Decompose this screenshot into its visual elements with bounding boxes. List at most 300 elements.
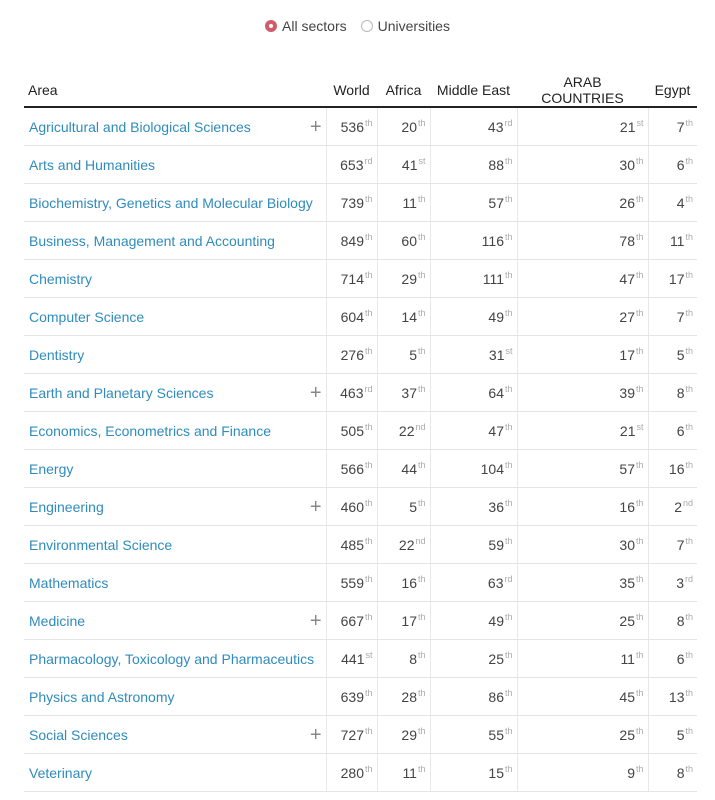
rank-value: 26 [619,194,635,211]
rank-value: 5 [409,498,417,515]
rank-cell-africa [377,146,430,184]
universities-radio[interactable] [361,18,450,34]
area-cell [24,260,326,298]
rank-cell-arab-countries [517,716,648,754]
rank-cell-arab-countries [517,678,648,716]
rank-value: 49 [488,308,504,325]
rank-value: 6 [676,156,685,173]
rank-suffix: th [364,460,373,471]
table-row [24,298,697,336]
rank-suffix: th [364,232,373,243]
rank-suffix: th [504,688,513,699]
radio-checked-icon [265,20,277,32]
rank-value: 653 [340,156,364,173]
rank-cell-world [326,184,377,222]
rank-cell-egypt [648,564,697,602]
expand-plus-icon[interactable]: + [309,381,322,404]
area-cell [24,222,326,260]
rank-cell-world [326,412,377,450]
table-row [24,222,697,260]
rank-cell-world [326,450,377,488]
rank-value: 5 [676,346,685,363]
rank-suffix: th [685,194,693,205]
rank-suffix: rd [364,156,373,167]
rank-value: 27 [619,308,635,325]
rank-value: 280 [340,764,364,781]
rank-suffix: th [635,688,644,699]
rank-suffix: th [417,726,426,737]
rank-suffix: th [635,346,644,357]
rank-cell-egypt [648,640,697,678]
area-link[interactable]: Computer Science [29,308,145,325]
rank-cell-egypt [648,107,697,146]
area-cell [24,298,326,336]
rank-suffix: th [685,270,693,281]
rank-cell-middle-east [430,184,517,222]
rank-suffix: th [417,346,426,357]
table-row [24,184,697,222]
rank-suffix: th [635,384,644,395]
rank-cell-world [326,640,377,678]
rank-cell-world [326,222,377,260]
rank-suffix: th [635,308,644,319]
area-link[interactable]: Medicine [29,612,86,629]
rank-value: 6 [676,650,685,667]
area-link[interactable]: Agricultural and Biological Sciences [29,118,251,135]
area-link[interactable]: Biochemistry, Genetics and Molecular Biology [29,194,313,211]
table-row [24,640,697,678]
rank-cell-middle-east [430,146,517,184]
rank-suffix: th [685,118,693,129]
rank-suffix: th [417,498,426,509]
rank-suffix: th [685,726,693,737]
rank-value: 536 [340,118,364,135]
rank-value: 22 [398,536,415,553]
rank-cell-middle-east [430,107,517,146]
rank-suffix: st [365,650,373,661]
rank-cell-world [326,107,377,146]
rank-cell-middle-east [430,754,517,792]
rank-cell-africa [377,260,430,298]
rank-cell-africa [377,336,430,374]
rank-cell-egypt [648,298,697,336]
rank-value: 5 [409,346,417,363]
rank-cell-africa [377,374,430,412]
area-link[interactable]: Dentistry [29,346,85,363]
area-cell [24,526,326,564]
header-arab-countries: ARAB COUNTRIES [517,74,648,107]
rank-suffix: th [685,422,693,433]
rank-value: 29 [401,270,417,287]
area-link[interactable]: Business, Management and Accounting [29,232,275,249]
rank-suffix: th [504,650,513,661]
rank-value: 505 [340,422,364,439]
rank-suffix: th [417,308,426,319]
rank-cell-middle-east [430,640,517,678]
rank-suffix: th [504,308,513,319]
rank-suffix: th [417,764,426,775]
rank-cell-egypt [648,146,697,184]
rank-suffix: th [364,726,373,737]
rank-cell-africa [377,716,430,754]
rank-value: 441 [341,650,365,667]
rank-value: 9 [627,764,635,781]
area-cell [24,450,326,488]
rank-value: 30 [619,156,635,173]
rank-cell-egypt [648,336,697,374]
rank-cell-egypt [648,374,697,412]
rank-suffix: th [364,308,373,319]
table-row [24,678,697,716]
rank-cell-africa [377,564,430,602]
area-cell [24,374,326,412]
rank-value: 460 [340,498,364,515]
rank-suffix: th [364,194,373,205]
rank-cell-arab-countries [517,298,648,336]
area-link[interactable]: Engineering [29,498,104,515]
rank-cell-arab-countries [517,450,648,488]
header-area: Area [24,74,326,107]
rank-value: 37 [401,384,417,401]
area-cell [24,336,326,374]
rank-cell-egypt [648,488,697,526]
table-header-row [24,74,697,107]
area-cell [24,602,326,640]
rank-value: 31 [488,346,505,363]
rank-cell-middle-east [430,716,517,754]
rank-value: 485 [340,536,364,553]
rank-cell-arab-countries [517,488,648,526]
rank-value: 2 [674,498,682,515]
rank-suffix: th [685,688,693,699]
rank-suffix: th [417,232,426,243]
rank-value: 41 [401,156,418,173]
rank-value: 17 [619,346,635,363]
rank-cell-world [326,564,377,602]
rank-value: 28 [401,688,417,705]
expand-plus-icon[interactable]: + [309,495,322,518]
rank-suffix: nd [415,536,426,547]
area-link[interactable]: Pharmacology, Toxicology and Pharmaceutics [29,650,315,667]
rank-suffix: th [635,650,644,661]
rank-suffix: st [418,156,426,167]
rank-value: 29 [401,726,417,743]
header-africa: Africa [377,74,430,107]
rank-suffix: th [685,232,693,243]
rank-cell-world [326,298,377,336]
header-world: World [326,74,377,107]
rank-suffix: th [417,612,426,623]
rank-value: 16 [401,574,417,591]
rank-suffix: th [364,764,373,775]
rank-suffix: th [504,460,513,471]
rank-cell-egypt [648,526,697,564]
rank-value: 47 [488,422,504,439]
rank-cell-africa [377,222,430,260]
rank-cell-arab-countries [517,260,648,298]
area-link[interactable]: Earth and Planetary Sciences [29,384,214,401]
rank-cell-egypt [648,450,697,488]
expand-plus-icon[interactable]: + [309,115,322,138]
rank-cell-middle-east [430,336,517,374]
rank-suffix: th [364,536,373,547]
area-cell [24,107,326,146]
area-link[interactable]: Environmental Science [29,536,173,553]
rank-suffix: th [417,384,426,395]
rank-cell-arab-countries [517,222,648,260]
rank-suffix: th [504,194,513,205]
rank-value: 35 [619,574,635,591]
rank-value: 13 [668,688,685,705]
rank-suffix: th [364,118,373,129]
rank-value: 727 [340,726,364,743]
rank-value: 22 [398,422,415,439]
rank-cell-arab-countries [517,640,648,678]
radio-label: All sectors [282,18,347,34]
rank-value: 64 [488,384,504,401]
rank-suffix: th [685,384,693,395]
rank-suffix: th [417,460,426,471]
rank-cell-middle-east [430,488,517,526]
rank-suffix: th [685,650,693,661]
area-cell [24,184,326,222]
rank-value: 8 [676,384,685,401]
sector-filter [0,18,715,34]
rank-suffix: th [504,156,513,167]
area-cell [24,488,326,526]
table-row [24,564,697,602]
rank-suffix: th [504,232,513,243]
rank-value: 559 [340,574,364,591]
rank-value: 30 [619,536,635,553]
rank-cell-middle-east [430,564,517,602]
rank-suffix: st [636,422,644,433]
rank-suffix: th [364,612,373,623]
rank-cell-arab-countries [517,526,648,564]
table-row [24,146,697,184]
rank-cell-world [326,260,377,298]
rank-value: 44 [401,460,417,477]
rank-value: 739 [340,194,364,211]
area-link[interactable]: Chemistry [29,270,93,287]
rank-cell-egypt [648,260,697,298]
rank-value: 8 [676,612,685,629]
rank-cell-world [326,146,377,184]
table-row [24,602,697,640]
rank-value: 11 [402,194,417,211]
all-sectors-radio[interactable] [265,18,347,34]
rank-suffix: th [685,156,693,167]
table-row [24,374,697,412]
rank-value: 849 [340,232,364,249]
rank-cell-africa [377,602,430,640]
rank-cell-egypt [648,754,697,792]
rank-value: 25 [619,612,635,629]
rank-value: 59 [488,536,504,553]
rank-value: 7 [676,118,685,135]
rank-cell-middle-east [430,450,517,488]
rank-value: 7 [676,536,685,553]
rank-cell-middle-east [430,298,517,336]
rank-value: 17 [668,270,685,287]
rank-suffix: th [504,270,513,281]
rank-cell-egypt [648,184,697,222]
rank-value: 14 [401,308,417,325]
rank-value: 16 [668,460,685,477]
rank-value: 20 [401,118,417,135]
rank-cell-africa [377,678,430,716]
rank-value: 8 [409,650,417,667]
rank-value: 78 [619,232,635,249]
rank-cell-egypt [648,412,697,450]
area-link[interactable]: Physics and Astronomy [29,688,175,705]
rank-value: 8 [676,764,685,781]
rank-cell-world [326,602,377,640]
rank-value: 21 [619,118,636,135]
area-cell [24,640,326,678]
rank-suffix: th [417,118,426,129]
rank-suffix: th [635,612,644,623]
rank-value: 11 [402,764,417,781]
rank-cell-arab-countries [517,336,648,374]
rank-cell-africa [377,184,430,222]
area-link[interactable]: Energy [29,460,74,477]
rank-suffix: th [635,726,644,737]
rank-cell-middle-east [430,412,517,450]
rank-value: 39 [619,384,635,401]
table-row [24,488,697,526]
rank-suffix: th [635,156,644,167]
table-row [24,716,697,754]
rank-value: 116 [481,232,504,249]
header-middle-east: Middle East [430,74,517,107]
rank-value: 63 [487,574,504,591]
rank-suffix: th [685,346,693,357]
rank-value: 57 [619,460,635,477]
rank-suffix: th [417,194,426,205]
rank-value: 60 [401,232,417,249]
rank-cell-arab-countries [517,184,648,222]
rank-cell-egypt [648,602,697,640]
table-row [24,107,697,146]
rank-value: 15 [488,764,504,781]
rank-suffix: nd [682,498,693,509]
rank-value: 36 [488,498,504,515]
rank-cell-africa [377,450,430,488]
table-row [24,754,697,792]
area-cell [24,716,326,754]
rank-suffix: nd [415,422,426,433]
rank-suffix: th [685,308,693,319]
expand-plus-icon[interactable]: + [309,609,322,632]
rank-suffix: th [504,764,513,775]
rank-suffix: th [685,612,693,623]
rank-value: 111 [482,270,504,287]
rank-cell-world [326,488,377,526]
area-link[interactable]: Arts and Humanities [29,156,156,173]
rank-value: 16 [619,498,635,515]
rank-cell-arab-countries [517,564,648,602]
rank-cell-arab-countries [517,107,648,146]
rank-cell-world [326,754,377,792]
area-cell [24,412,326,450]
rank-suffix: rd [684,574,693,585]
rank-value: 45 [619,688,635,705]
rank-suffix: th [504,384,513,395]
rank-cell-world [326,336,377,374]
rank-cell-world [326,374,377,412]
rank-suffix: th [504,498,513,509]
rank-cell-africa [377,107,430,146]
rank-value: 639 [340,688,364,705]
radio-unchecked-icon [361,20,373,32]
rank-cell-arab-countries [517,146,648,184]
expand-plus-icon[interactable]: + [309,723,322,746]
rank-value: 6 [676,422,685,439]
area-cell [24,564,326,602]
rank-value: 714 [340,270,364,287]
rank-value: 604 [340,308,364,325]
area-cell [24,146,326,184]
rank-suffix: th [635,232,644,243]
rank-value: 25 [619,726,635,743]
area-link[interactable]: Mathematics [29,574,109,591]
rank-cell-world [326,678,377,716]
rank-suffix: th [364,422,373,433]
table-row [24,336,697,374]
rank-suffix: th [364,498,373,509]
rank-suffix: th [635,574,644,585]
area-link[interactable]: Economics, Econometrics and Finance [29,422,271,439]
rank-cell-middle-east [430,602,517,640]
area-link[interactable]: Social Sciences [29,726,128,743]
area-link[interactable]: Veterinary [29,764,93,781]
rank-cell-africa [377,298,430,336]
rank-value: 3 [676,574,684,591]
rank-cell-middle-east [430,260,517,298]
rank-value: 11 [620,650,635,667]
rank-suffix: st [505,346,513,357]
rank-suffix: th [504,726,513,737]
rank-suffix: th [504,612,513,623]
rank-cell-middle-east [430,222,517,260]
table-row [24,450,697,488]
rank-cell-africa [377,754,430,792]
rank-suffix: rd [364,384,373,395]
rank-suffix: th [417,270,426,281]
rank-suffix: st [636,118,644,129]
rank-value: 43 [487,118,504,135]
rank-suffix: th [364,574,373,585]
rank-value: 49 [488,612,504,629]
rank-suffix: th [364,346,373,357]
area-cell [24,754,326,792]
rank-cell-africa [377,412,430,450]
header-egypt: Egypt [648,74,697,107]
rank-suffix: th [635,194,644,205]
rank-cell-africa [377,640,430,678]
rank-suffix: th [685,460,693,471]
rank-cell-egypt [648,222,697,260]
rank-value: 17 [401,612,417,629]
radio-label: Universities [377,18,450,34]
rank-cell-africa [377,526,430,564]
rank-cell-arab-countries [517,754,648,792]
rank-value: 57 [488,194,504,211]
table-body [24,107,697,792]
area-cell [24,678,326,716]
rank-suffix: th [364,688,373,699]
